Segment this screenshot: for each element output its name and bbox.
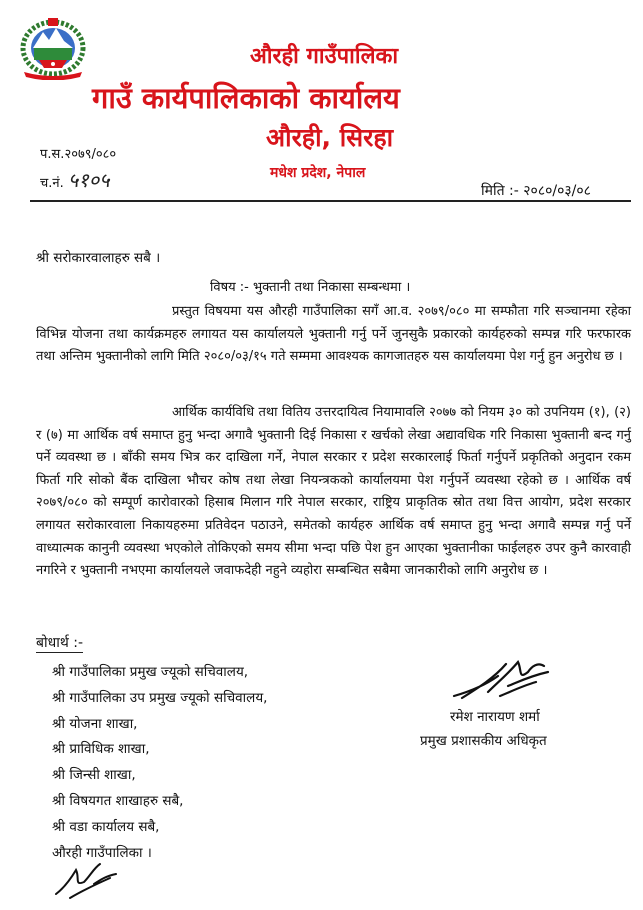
subject-line: विषय :- भुक्तानी तथा निकासा सम्बन्धमा । [210,280,411,295]
body-paragraph: आर्थिक कार्यविधि तथा वितिय उत्तरदायित्व नियामावलि २०७७ को नियम ३० को उपनियम (१), (२) र (७) मा आर्थिक वर्ष समाप्त हुनु भन्दा अगावै भुक्तानी दिई निकासा र खर्चको लेखा अद्यावधिक गरि निकासा भुक्तानी बन्द गर्नु पर्ने व्यवस्था छ । बाँकी समय भित्र कर दाखिला गर्ने, नेपाल सरकार र प्रदेश सरकारलाई फिर्ता गर्नुपर्ने प्रकृतिको अनुदान रकम फिर्ता गरि सोको बैंक दाखिला भौचर कोष तथा लेखा नियन्त्रकको कार्यालयमा पेश गर्नुपर्ने व्यवस्था रहेको छ । आर्थिक वर्ष २०७९/०८० को सम्पूर्ण कारोवारको हिसाब मिलान गरि नेपाल सरकार, राष्ट्रिय प्राकृतिक स्रोत तथा वित्त आयोग, प्रदेश सरकार लगायत सरोकारवाला निकायहरुमा प्रतिवेदन पठाउने, समेतको कार्यहरु आर्थिक वर्ष समाप्त हुनु भन्दा अगावै सम्पन्न गर्नु पर्ने वाध्यात्मक कानुनी व्यवस्था भएकोले तोकिएको समय सीमा भन्दा पछि पेश हुन आएका भुक्तानीका फाईलहरु उपर कुनै कारवाही नगरिने र भुक्तानी नभएमा कार्यालयले जवाफदेही नहुने व्यहोरा सम्बन्धित सबैमा जानकारीको लागि अनुरोध छ । [36,405,631,579]
chalani-number [40,166,110,193]
body-paragraph: प्रस्तुत विषयमा यस औरही गाउँपालिका सगँ आ.व. २०७९/०८० मा सम्फौता गरि सञ्चानमा रहेका विभिन्न योजना तथा कार्यक्रमहरु लगायत यस कार्यालयले भुक्तानी गर्नु पर्ने जुनसुकै प्रकारको कार्यहरुको सम्पन्न गरि फरफारक तथा अन्तिम भुक्तानीको लागि मिति २०८०/०३/१५ गते सम्ममा आवश्यक कागजातहरु यस कार्यालयमा पेश गर्नु हुन अनुरोध छ । [36,304,631,365]
patra-sankhya-label: प.स. [40,147,65,162]
patra-sankhya [40,144,116,162]
nepal-emblem-logo [12,14,94,80]
addressee: श्री सरोकारवालाहरु सबै । [36,250,161,266]
cc-item: श्री वडा कार्यालय सबै, [52,818,160,835]
signature [448,652,558,704]
office-location: औरही, सिरहा [266,123,394,152]
cc-list [52,660,267,866]
cc-item: श्री प्राविधिक शाखा, [52,741,150,758]
patra-sankhya-value: २०७९/०८० [64,147,117,162]
letter-date [481,181,591,200]
signatory-title: प्रमुख प्रशासकीय अधिकृत [420,733,547,749]
cc-item: श्री गाउँपालिका उप प्रमुख ज्यूको सचिवालय, [52,689,268,706]
cc-item: औरही गाउँपालिका । [52,844,152,861]
cc-heading: बोधार्थ :- [36,635,84,651]
municipality-name: औरही गाउँपालिका [250,44,399,69]
cc-item: श्री विषयगत शाखाहरु सबै, [52,792,184,809]
office-name: गाउँ कार्यपालिकाको कार्यालय [92,81,400,115]
chalani-number-value: ५१०५ [67,168,110,192]
date-value: २०८०/०३/०८ [523,183,591,199]
date-label: मिति :- [481,183,519,199]
signatory-name: रमेश नारायण शर्मा [450,709,540,725]
cc-item: श्री गाउँपालिका प्रमुख ज्यूको सचिवालय, [52,664,249,680]
province-line: मधेश प्रदेश, नेपाल [270,165,366,181]
initial-signature [50,858,122,900]
cc-item: श्री योजना शाखा, [52,715,138,732]
header-divider [30,200,631,202]
chalani-number-label: च.नं. [40,176,64,191]
cc-item: श्री जिन्सी शाखा, [52,767,136,784]
